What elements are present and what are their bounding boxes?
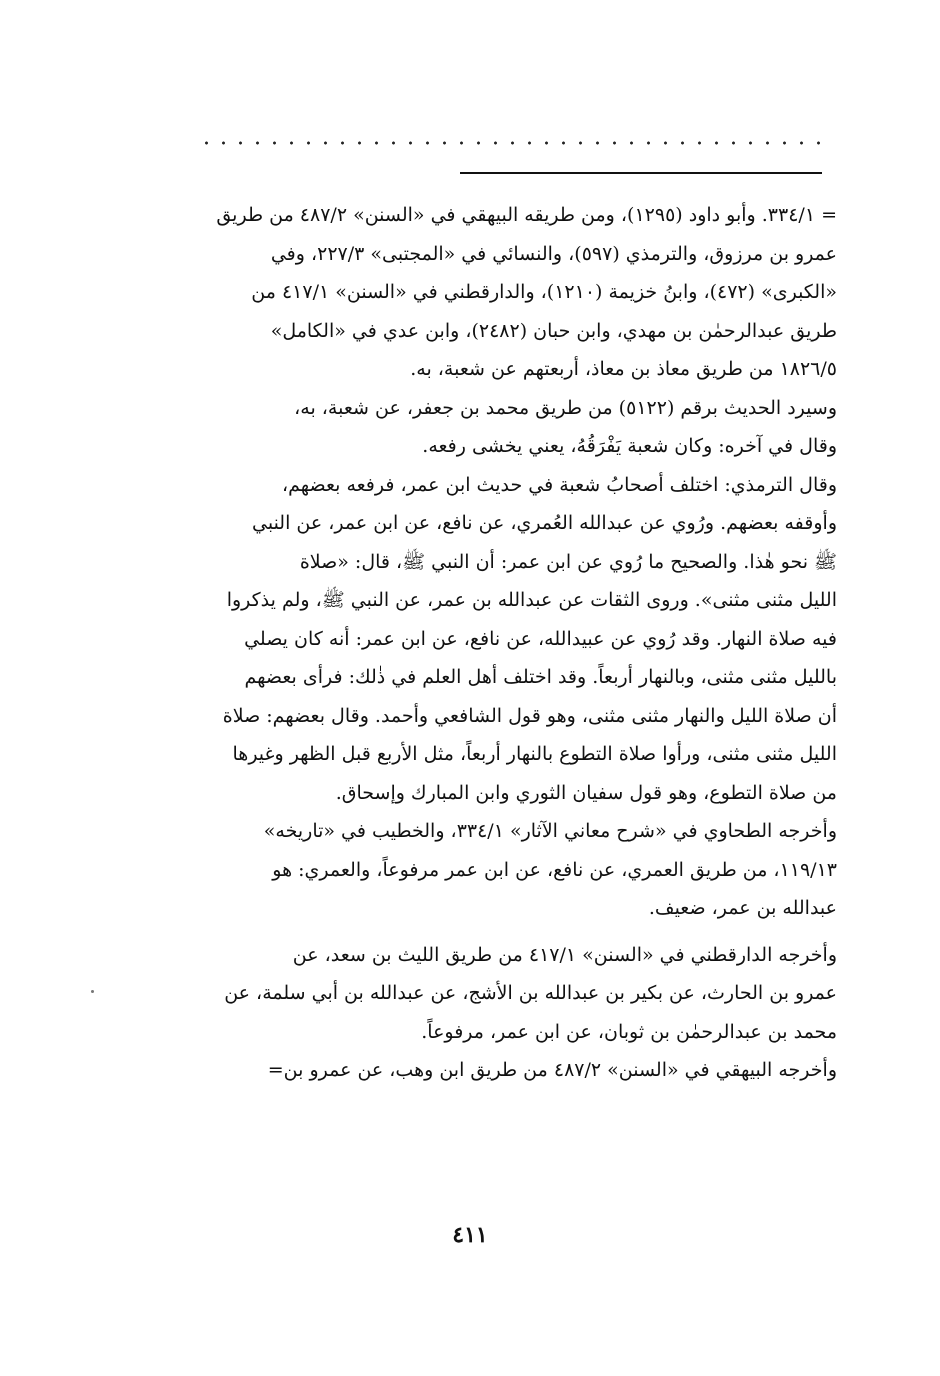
text-line-19: عبدالله بن عمر، ضعيف. [648,897,837,919]
text-line-21: عمرو بن الحارث، عن بكير بن عبدالله بن الأشج، عن عبدالله بن أبي سلمة، عن [224,982,837,1004]
page-number: ٤١١ [452,1222,488,1248]
text-line-20: وأخرجه الدارقطني في «السنن» ٤١٧/١ من طريق الليث بن سعد، عن [292,943,837,966]
text-line-5: ١٨٢٦/٥ من طريق معاذ بن معاذ، أربعتهم عن شعبة، به. [410,358,837,380]
text-line-3: «الكبرى» (٤٧٢)، وابنُ خزيمة (١٢١٠)، والدارقطني في «السنن» ٤١٧/١ من [251,281,837,303]
text-line-13: بالليل مثنى مثنى، وبالنهار أربعاً. وقد اختلف أهل العلم في ذٰلك: فرأى بعضهم [244,666,837,688]
text-line-22: محمد بن عبدالرحمٰن بن ثوبان، عن ابن عمر، مرفوعاً. [421,1020,837,1043]
text-line-9: وأوقفه بعضهم. ورُوي عن عبدالله العُمري، عن نافع، عن ابن عمر، عن النبي [252,512,837,534]
footnote-rule [460,172,822,174]
text-line-8: وقال الترمذي: اختلف أصحابُ شعبة في حديث ابن عمر، فرفعه بعضهم، [281,473,837,496]
text-line-11: الليل مثنى مثنى». وروى الثقات عن عبدالله بن عمر، عن النبي ﷺ، ولم يذكروا [226,589,837,611]
text-line-1: = ٣٣٤/١. وأبو داود (١٢٩٥)، ومن طريقه البيهقي في «السنن» ٤٨٧/٢ من طريق [216,204,837,226]
text-line-7: وقال في آخره: وكان شعبة يَفْرَقُهُ، يعني يخشى رفعه. [422,435,837,457]
text-line-15: الليل مثنى مثنى، ورأوا صلاة التطوع بالنهار أربعاً، مثل الأربع قبل الظهر وغيرها [232,743,837,765]
text-line-18: ١١٩/١٣، من طريق العمري، عن نافع، عن ابن عمر مرفوعاً، والعمري: هو [272,858,837,881]
text-line-23: وأخرجه البيهقي في «السنن» ٤٨٧/٢ من طريق ابن وهب، عن عمرو بن= [267,1059,837,1081]
footnote-body [122,196,837,1090]
text-line-4: طريق عبدالرحمٰن بن مهدي، وابن حبان (٢٤٨٢)، وابن عدي في «الكامل» [270,319,837,342]
scan-speck [91,990,94,993]
text-line-10: ﷺ نحو هٰذا. والصحيح ما رُوي عن ابن عمر: أن النبي ﷺ، قال: «صلاة [299,550,837,573]
text-line-14: أن صلاة الليل والنهار مثنى مثنى، وهو قول الشافعي وأحمد. وقال بعضهم: صلاة [222,704,837,727]
text-line-2: عمرو بن مرزوق، والترمذي (٥٩٧)، والنسائي في «المجتبى» ٢٢٧/٣، وفي [270,242,837,265]
text-line-6: وسيرد الحديث برقم (٥١٢٢) من طريق محمد بن جعفر، عن شعبة، به، [294,396,837,419]
text-line-12: فيه صلاة النهار. وقد رُوي عن عبيدالله، عن نافع، عن ابن عمر: أنه كان يصلي [244,627,837,650]
text-line-16: من صلاة التطوع، وهو قول سفيان الثوري وابن المبارك وإسحاق. [335,781,837,804]
text-line-17: وأخرجه الطحاوي في «شرح معاني الآثار» ٣٣٤/١، والخطيب في «تاريخه» [263,820,837,842]
dotted-separator [198,138,830,148]
